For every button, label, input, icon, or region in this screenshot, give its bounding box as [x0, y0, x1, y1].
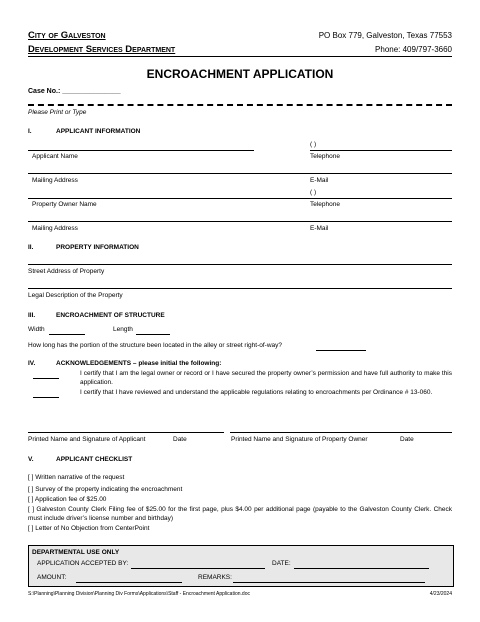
phone-paren-1: ( )	[310, 141, 317, 148]
length-line[interactable]	[136, 334, 170, 335]
header-address: PO Box 779, Galveston, Texas 77553	[318, 31, 452, 40]
remarks-line[interactable]	[233, 582, 425, 583]
length-label: Length	[113, 326, 133, 333]
department-name: Development Services Department	[28, 44, 176, 55]
print-note: Please Print or Type	[28, 109, 87, 116]
email-label-1: E-Mail	[310, 177, 329, 184]
section-3-heading: ENCROACHMENT OF STRUCTURE	[56, 312, 165, 319]
section-4-heading: ACKNOWLEDGEMENTS – please initial the following:	[56, 360, 222, 367]
section-2-number: II.	[28, 244, 34, 251]
date-label-1: Date	[173, 436, 187, 443]
applicant-name-line[interactable]	[28, 150, 254, 151]
accepted-by-line[interactable]	[131, 568, 265, 569]
applicant-signature-label: Printed Name and Signature of Applicant	[28, 436, 146, 443]
mailing-address-line-2[interactable]	[28, 221, 310, 222]
checklist-item[interactable]: [ ] Galveston County Clerk Filing fee of $25.00 for the first page, plus $4.00 per additional page (payable to the Galveston County Clerk. Check must include driver’s license number and birthday)	[28, 506, 452, 522]
section-5-heading: APPLICANT CHECKLIST	[56, 456, 133, 463]
acknowledgement-1: I certify that I am the legal owner or record or I have secured the property owner’s permission and have full authority to make this application.	[80, 370, 452, 386]
footer-date: 4/23/2024	[429, 591, 452, 597]
departmental-use-box	[28, 545, 454, 587]
dept-date-label: DATE:	[272, 560, 291, 567]
duration-question: How long has the portion of the structure been located in the alley or street right-of-way?	[28, 342, 283, 349]
applicant-name-label: Applicant Name	[32, 153, 78, 160]
telephone-line-1[interactable]	[310, 150, 452, 151]
section-3-number: III.	[28, 312, 36, 319]
initial-line-2[interactable]	[33, 397, 59, 398]
email-line-2[interactable]	[310, 221, 452, 222]
page-title: ENCROACHMENT APPLICATION	[146, 67, 334, 81]
case-no-label: Case No.: _______________	[28, 88, 121, 95]
amount-label: AMOUNT:	[37, 574, 67, 581]
footer-file-path: S:\Planning\Planning Division\Planning Div Forms\Applications\Staff - Encroachment Application.doc	[28, 591, 250, 597]
checklist-item[interactable]: [ ] Application fee of $25.00	[28, 496, 107, 503]
telephone-label-2: Telephone	[310, 201, 340, 208]
section-4-number: IV.	[28, 360, 36, 367]
initial-line-1[interactable]	[33, 378, 59, 379]
email-line-1[interactable]	[310, 173, 452, 174]
date-label-2: Date	[400, 436, 414, 443]
header-rule	[28, 56, 452, 57]
departmental-use-heading: DEPARTMENTAL USE ONLY	[32, 549, 120, 556]
telephone-label-1: Telephone	[310, 153, 340, 160]
dashed-divider	[28, 104, 452, 106]
phone-paren-2: ( )	[310, 189, 317, 196]
header-phone: Phone: 409/797-3660	[375, 45, 452, 54]
owner-name-line[interactable]	[28, 198, 310, 199]
width-line[interactable]	[49, 334, 85, 335]
telephone-line-2[interactable]	[310, 198, 452, 199]
accepted-by-label: APPLICATION ACCEPTED BY:	[37, 560, 129, 567]
section-1-heading: APPLICANT INFORMATION	[56, 128, 141, 135]
acknowledgement-2: I certify that I have reviewed and understand the applicable regulations relating to encroachments per Ordinance # 13-060.	[80, 389, 433, 396]
mailing-address-line-1[interactable]	[28, 173, 310, 174]
legal-description-line[interactable]	[28, 288, 452, 289]
checklist-item[interactable]: [ ] Letter of No Objection from CenterPoint	[28, 525, 150, 532]
remarks-label: REMARKS:	[198, 574, 232, 581]
amount-line[interactable]	[76, 582, 182, 583]
city-name: City of Galveston	[28, 30, 106, 41]
owner-signature-label: Printed Name and Signature of Property Owner	[231, 436, 368, 443]
checklist-item[interactable]: [ ] Written narrative of the request	[28, 474, 125, 481]
street-address-line[interactable]	[28, 264, 452, 265]
owner-signature-line[interactable]	[230, 432, 452, 433]
mailing-address-label-1: Mailing Address	[32, 177, 78, 184]
legal-description-label: Legal Description of the Property	[28, 292, 123, 299]
email-label-2: E-Mail	[310, 225, 329, 232]
section-5-number: V.	[28, 456, 34, 463]
width-label: Width	[28, 326, 45, 333]
checklist-item[interactable]: [ ] Survey of the property indicating the encroachment	[28, 486, 183, 493]
dept-date-line[interactable]	[294, 568, 429, 569]
applicant-signature-line[interactable]	[28, 432, 224, 433]
section-1-number: I.	[28, 128, 32, 135]
owner-name-label: Property Owner Name	[32, 201, 97, 208]
section-2-heading: PROPERTY INFORMATION	[56, 244, 139, 251]
mailing-address-label-2: Mailing Address	[32, 225, 78, 232]
street-address-label: Street Address of Property	[28, 268, 105, 275]
duration-line[interactable]	[316, 350, 366, 351]
